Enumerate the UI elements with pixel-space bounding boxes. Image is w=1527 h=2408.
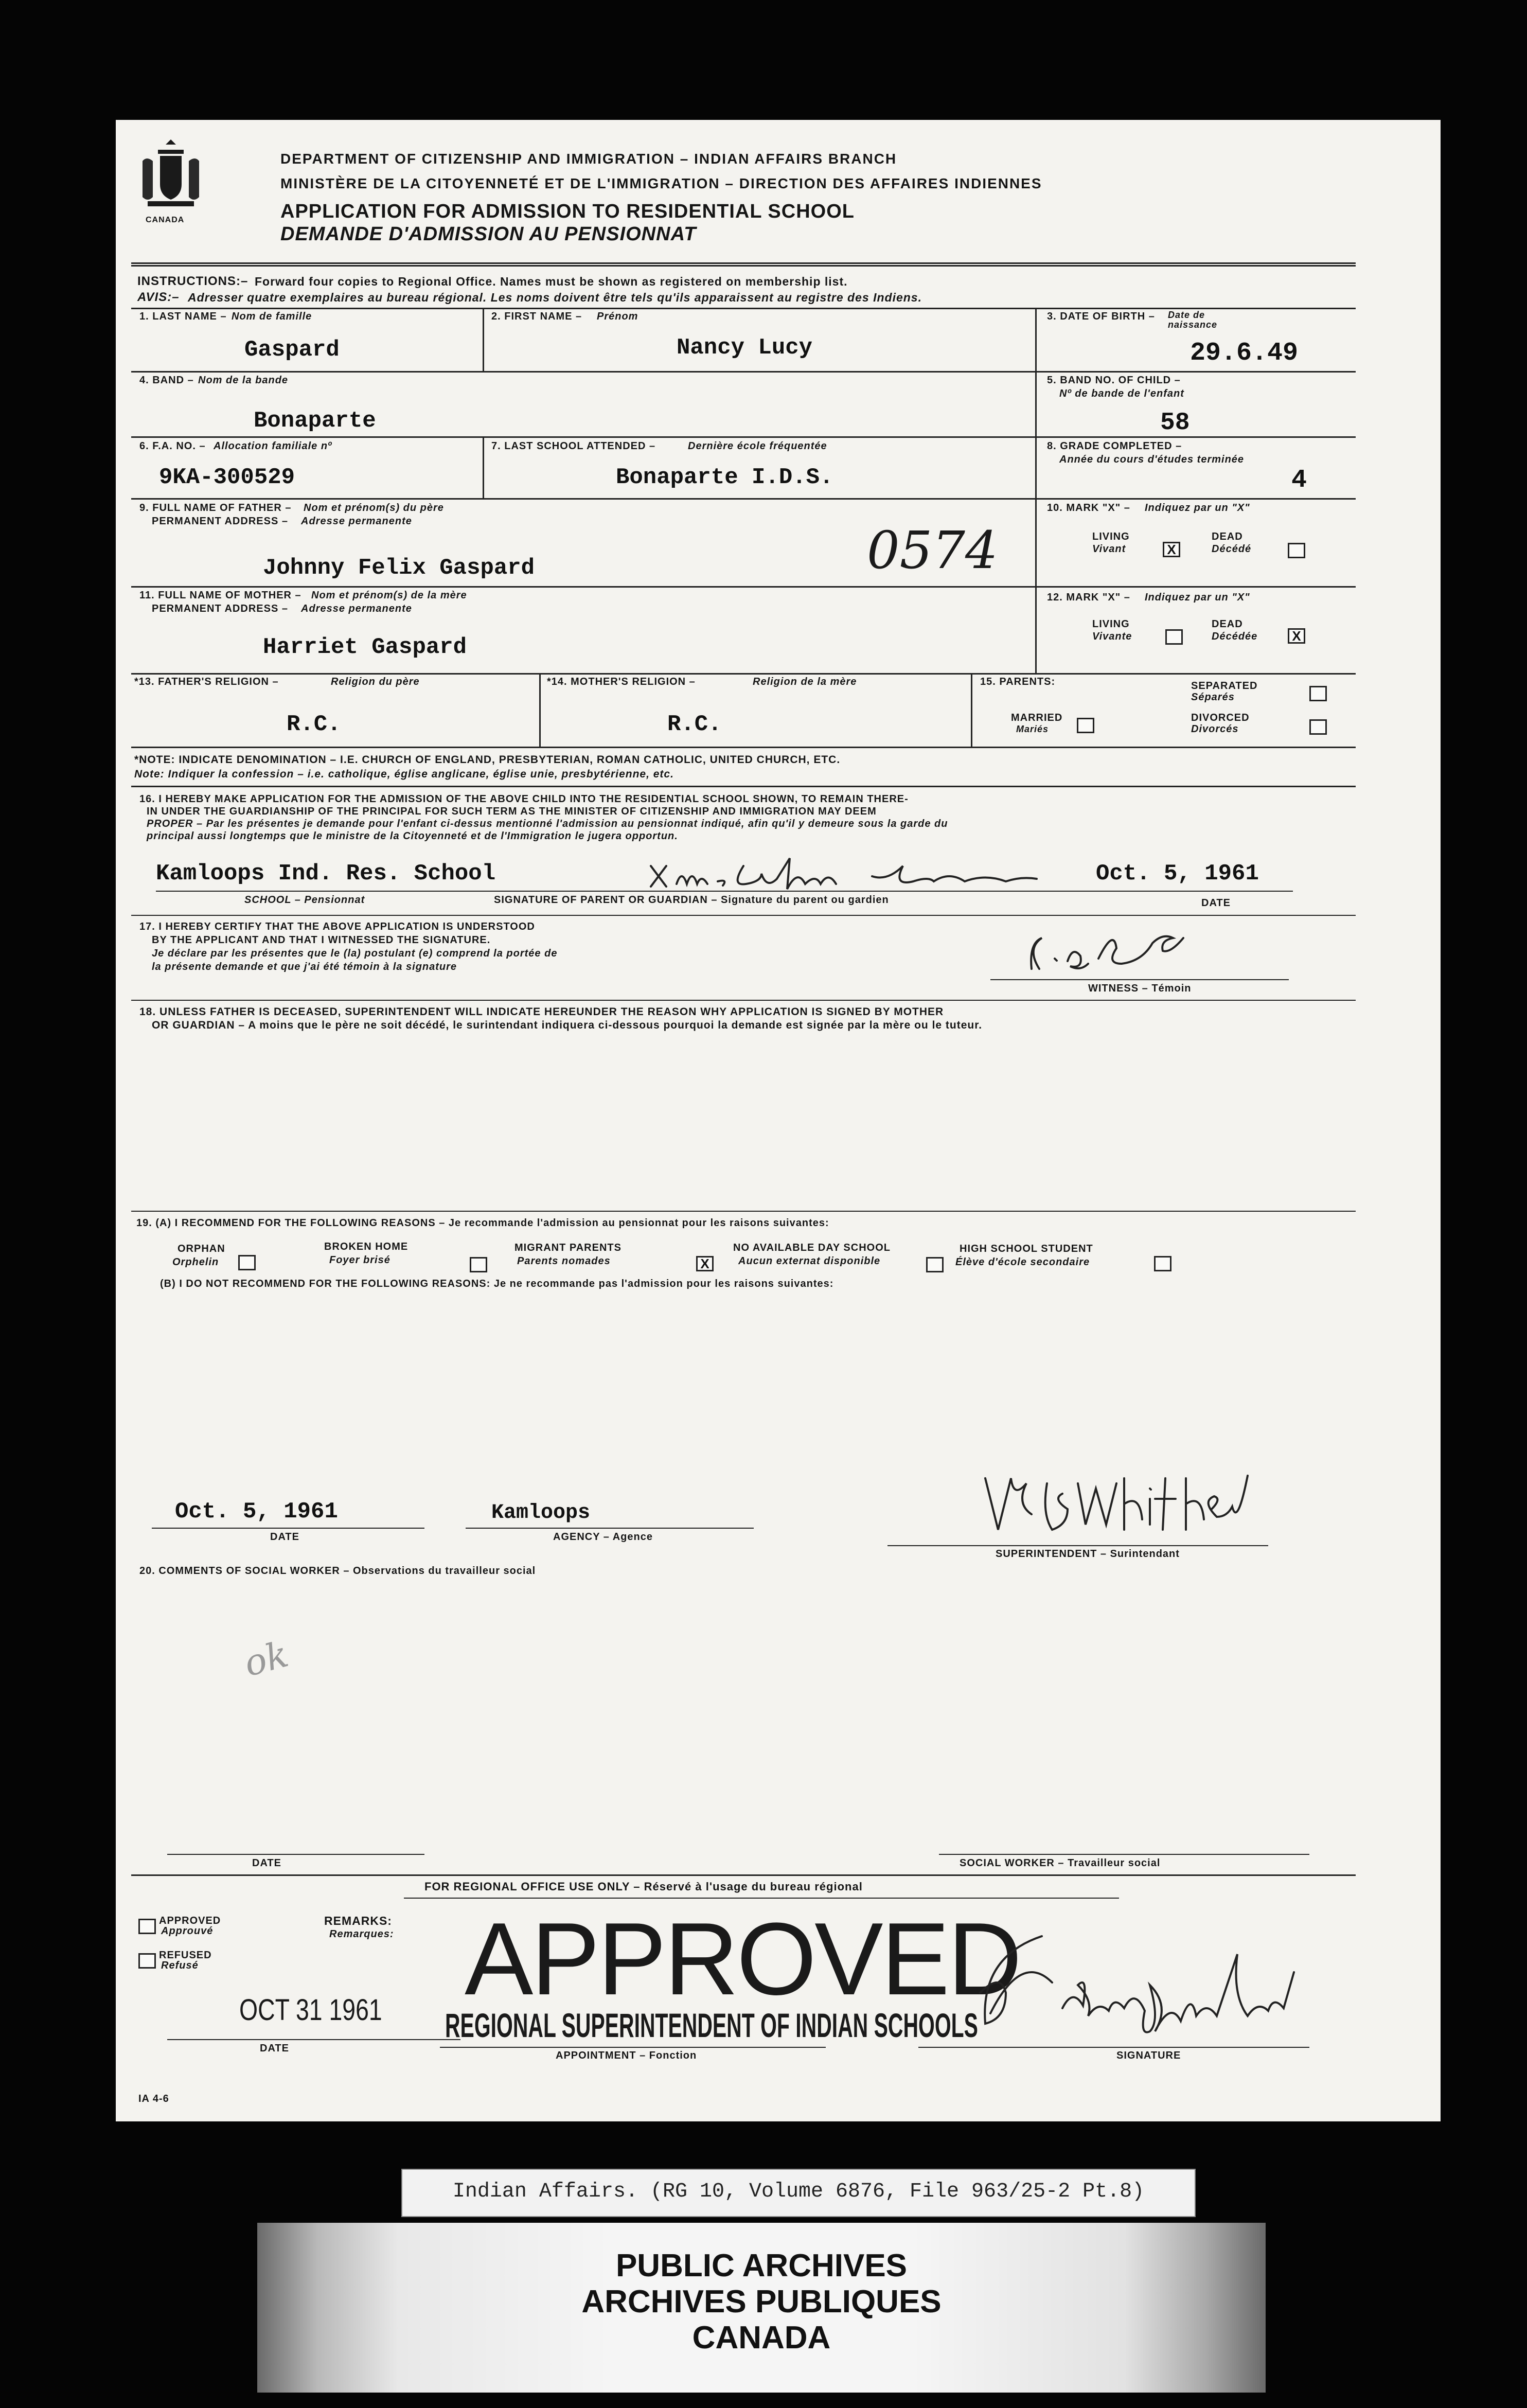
last-school-label: 7. LAST SCHOOL ATTENDED – [491, 440, 656, 452]
remarks-label-fr: Remarques: [329, 1928, 394, 1940]
father-religion-label-fr: Religion du père [331, 676, 420, 687]
coat-of-arms-icon [137, 135, 204, 213]
band-label: 4. BAND – [139, 375, 194, 386]
section18-line1: 18. UNLESS FATHER IS DECEASED, SUPERINTENDENT WILL INDICATE HEREUNDER THE REASON WHY APPLICATION IS SIGNED BY MOTHER [139, 1006, 944, 1018]
high-school-label: HIGH SCHOOL STUDENT [960, 1243, 1093, 1254]
first-name-label-fr: Prénom [597, 311, 638, 322]
refused-label-fr: Refusé [161, 1960, 199, 1971]
father-religion-value: R.C. [287, 712, 341, 737]
avis-text: Adresser quatre exemplaires au bureau régional. Les noms doivent être tels qu'ils apparaissent au registre des Indiens. [188, 291, 922, 304]
father-address-label: PERMANENT ADDRESS – [152, 516, 288, 527]
divorced-checkbox[interactable] [1309, 719, 1327, 735]
school-label: SCHOOL – Pensionnat [244, 894, 365, 906]
father-dead-label-fr: Décédé [1212, 543, 1252, 555]
last-name-label: 1. LAST NAME – [139, 311, 227, 322]
approved-label: APPROVED [159, 1915, 221, 1926]
mother-mark-label-fr: Indiquez par un "X" [1145, 592, 1250, 603]
orphan-label: ORPHAN [177, 1243, 225, 1254]
band-label-fr: Nom de la bande [198, 375, 289, 386]
application-date-label: DATE [1201, 897, 1231, 909]
mother-address-label-fr: Adresse permanente [301, 603, 412, 614]
mother-dead-checkbox[interactable]: X [1288, 628, 1305, 644]
denomination-note-fr: Note: Indiquer la confession – i.e. catholique, église anglicane, église unie, presbytérienne, etc. [134, 768, 674, 780]
fa-number-label: 6. F.A. NO. – [139, 440, 206, 452]
recommendation-date-label: DATE [270, 1531, 299, 1543]
parents-label: 15. PARENTS: [980, 676, 1056, 687]
mother-living-label: LIVING [1092, 618, 1130, 630]
father-living-label-fr: Vivant [1092, 543, 1126, 555]
section17-line2: BY THE APPLICANT AND THAT I WITNESSED THE SIGNATURE. [152, 934, 491, 946]
separated-label-fr: Séparés [1191, 692, 1235, 703]
no-day-school-label-fr: Aucun externat disponible [738, 1255, 881, 1267]
band-number-label: 5. BAND NO. OF CHILD – [1047, 375, 1181, 386]
section16-line3: PROPER – Par les présentes je demande pour l'enfant ci-dessus mentionné l'admission au pensionnat indiqué, afin qu'il y demeure sous la garde du [147, 818, 948, 829]
broken-home-checkbox[interactable] [470, 1257, 487, 1272]
instructions-text: Forward four copies to Regional Office. Names must be shown as registered on membership list. [255, 275, 848, 288]
high-school-label-fr: Élève d'école secondaire [955, 1256, 1090, 1268]
mother-religion-value: R.C. [667, 712, 722, 737]
no-day-school-checkbox[interactable] [926, 1257, 944, 1272]
date-of-birth-value: 29.6.49 [1190, 339, 1299, 368]
orphan-checkbox[interactable] [238, 1255, 256, 1270]
last-school-value: Bonaparte I.D.S. [616, 465, 833, 490]
date-of-birth-label: 3. DATE OF BIRTH – [1047, 311, 1155, 322]
divorced-label-fr: Divorcés [1191, 723, 1239, 735]
social-worker-date-label: DATE [252, 1857, 281, 1869]
married-label: MARRIED [1011, 712, 1063, 723]
approval-date-label: DATE [260, 2043, 289, 2054]
refused-label: REFUSED [159, 1950, 212, 1961]
school-value: Kamloops Ind. Res. School [156, 861, 496, 887]
social-worker-comments-label: 20. COMMENTS OF SOCIAL WORKER – Observations du travailleur social [139, 1565, 536, 1577]
form-title-english: APPLICATION FOR ADMISSION TO RESIDENTIAL SCHOOL [280, 201, 855, 222]
married-checkbox[interactable] [1077, 718, 1094, 733]
application-date-value: Oct. 5, 1961 [1096, 861, 1259, 887]
no-day-school-label: NO AVAILABLE DAY SCHOOL [733, 1242, 891, 1253]
married-label-fr: Mariés [1016, 724, 1049, 734]
father-living-checkbox[interactable]: X [1163, 542, 1180, 557]
first-name-value: Nancy Lucy [677, 335, 813, 361]
avis-label: AVIS:– [137, 290, 180, 304]
mother-address-label: PERMANENT ADDRESS – [152, 603, 288, 614]
high-school-checkbox[interactable] [1154, 1256, 1171, 1271]
separated-checkbox[interactable] [1309, 686, 1327, 701]
archive-reference-label [401, 2169, 1196, 2217]
appointment-stamp: REGIONAL SUPERINTENDENT OF INDIAN SCHOOLS [445, 2006, 978, 2044]
archives-line-3: CANADA [692, 2320, 831, 2356]
superintendent-label: SUPERINTENDENT – Surintendant [996, 1548, 1180, 1560]
mother-religion-label: *14. MOTHER'S RELIGION – [547, 676, 696, 687]
last-name-value: Gaspard [244, 337, 340, 363]
band-number-value: 58 [1160, 409, 1190, 437]
father-mark-label: 10. MARK "X" – [1047, 502, 1130, 514]
mother-name-label: 11. FULL NAME OF MOTHER – [139, 590, 301, 601]
band-number-label-fr: Nº de bande de l'enfant [1059, 388, 1184, 399]
father-mark-label-fr: Indiquez par un "X" [1145, 502, 1250, 514]
file-number-handwritten: 0574 [867, 520, 998, 580]
broken-home-label: BROKEN HOME [324, 1241, 409, 1252]
band-value: Bonaparte [254, 408, 376, 434]
approved-label-fr: Approuvé [161, 1925, 214, 1937]
father-living-label: LIVING [1092, 531, 1130, 542]
father-dead-label: DEAD [1212, 531, 1243, 542]
grade-completed-label-fr: Année du cours d'études terminée [1059, 454, 1245, 465]
mother-religion-label-fr: Religion de la mère [753, 676, 857, 687]
grade-completed-value: 4 [1291, 466, 1307, 495]
father-dead-checkbox[interactable] [1288, 543, 1305, 558]
separated-label: SEPARATED [1191, 680, 1258, 692]
approved-stamp: APPROVED [465, 1902, 1020, 2016]
application-form-page [116, 120, 1441, 2121]
archives-line-2: ARCHIVES PUBLIQUES [581, 2284, 942, 2320]
grade-completed-label: 8. GRADE COMPLETED – [1047, 440, 1182, 452]
section16-line1: 16. I HEREBY MAKE APPLICATION FOR THE ADMISSION OF THE ABOVE CHILD INTO THE RESIDENTIAL SCHOOL SHOWN, TO REMAIN THERE- [139, 793, 909, 805]
witness-signature [1011, 923, 1217, 979]
remarks-label: REMARKS: [324, 1914, 392, 1927]
form-number: IA 4-6 [138, 2093, 169, 2104]
section16-line2: IN UNDER THE GUARDIANSHIP OF THE PRINCIPAL FOR SUCH TERM AS THE MINISTER OF CITIZENSHIP AND IMMIGRATION MAY DEEM [147, 806, 877, 817]
superintendent-signature [970, 1468, 1258, 1540]
father-name-label: 9. FULL NAME OF FATHER – [139, 502, 292, 514]
mother-dead-label: DEAD [1212, 618, 1243, 630]
mother-mark-label: 12. MARK "X" – [1047, 592, 1130, 603]
last-school-label-fr: Dernière école fréquentée [688, 440, 827, 452]
section17-line1: 17. I HEREBY CERTIFY THAT THE ABOVE APPLICATION IS UNDERSTOOD [139, 921, 535, 932]
broken-home-label-fr: Foyer brisé [329, 1254, 390, 1266]
agency-value: Kamloops [491, 1501, 591, 1525]
section19b-line: (B) I DO NOT RECOMMEND FOR THE FOLLOWING REASONS: Je ne recommande pas l'admission pour les raisons suivantes: [160, 1278, 834, 1289]
regional-office-heading: FOR REGIONAL OFFICE USE ONLY – Réservé à l'usage du bureau régional [424, 1880, 863, 1893]
last-name-label-fr: Nom de famille [232, 311, 312, 322]
mother-dead-label-fr: Décédée [1212, 631, 1258, 642]
refused-checkbox[interactable] [138, 1953, 156, 1969]
first-name-label: 2. FIRST NAME – [491, 311, 582, 322]
mother-living-label-fr: Vivante [1092, 631, 1132, 642]
signature-label: SIGNATURE [1116, 2050, 1181, 2061]
witness-label: WITNESS – Témoin [1088, 983, 1192, 994]
mother-name-value: Harriet Gaspard [263, 634, 467, 660]
divorced-label: DIVORCED [1191, 712, 1250, 723]
approval-date-stamp: OCT 31 1961 [239, 1993, 382, 2027]
father-address-label-fr: Adresse permanente [301, 516, 412, 527]
denomination-note: *NOTE: INDICATE DENOMINATION – I.E. CHURCH OF ENGLAND, PRESBYTERIAN, ROMAN CATHOLIC, UNITED CHURCH, ETC. [134, 754, 841, 766]
social-worker-label: SOCIAL WORKER – Travailleur social [960, 1857, 1161, 1869]
section16-line4: principal aussi longtemps que le ministre de la Citoyenneté et de l'Immigration le jugera opportun. [147, 830, 678, 842]
father-name-label-fr: Nom et prénom(s) du père [304, 502, 444, 514]
instructions-label: INSTRUCTIONS:– [137, 274, 248, 288]
migrant-parents-label-fr: Parents nomades [517, 1255, 611, 1267]
agency-label: AGENCY – Agence [553, 1531, 653, 1543]
section18-line2: OR GUARDIAN – A moins que le père ne soit décédé, le surintendant indiquera ci-dessous pourquoi la demande est signée par la mère ou le tuteur. [152, 1019, 983, 1031]
regional-superintendent-signature [970, 1905, 1371, 2049]
date-of-birth-label-fr: Date de naissance [1168, 310, 1218, 330]
mother-name-label-fr: Nom et prénom(s) de la mère [311, 590, 467, 601]
migrant-parents-checkbox[interactable]: X [696, 1256, 714, 1271]
father-name-value: Johnny Felix Gaspard [263, 555, 535, 581]
archives-line-1: PUBLIC ARCHIVES [615, 2248, 908, 2283]
margin-note-handwritten: ok [239, 1633, 293, 1685]
migrant-parents-label: MIGRANT PARENTS [514, 1242, 622, 1253]
fa-number-value: 9KA-300529 [159, 465, 295, 490]
archive-reference-text: Indian Affairs. (RG 10, Volume 6876, File 963/25-2 Pt.8) [452, 2180, 1145, 2203]
fa-number-label-fr: Allocation familiale nº [214, 440, 332, 452]
mother-living-checkbox[interactable] [1165, 629, 1183, 645]
appointment-label: APPOINTMENT – Fonction [556, 2050, 697, 2061]
section17-line3: Je déclare par les présentes que le (la) postulant (e) comprend la portée de [152, 948, 558, 959]
country-label: CANADA [146, 216, 185, 224]
recommendation-date-value: Oct. 5, 1961 [175, 1499, 338, 1525]
public-archives-stamp [257, 2223, 1266, 2393]
section17-line4: la présente demande et que j'ai été témoin à la signature [152, 961, 457, 972]
father-religion-label: *13. FATHER'S RELIGION – [134, 676, 279, 687]
department-french: MINISTÈRE DE LA CITOYENNETÉ ET DE L'IMMIGRATION – DIRECTION DES AFFAIRES INDIENNES [280, 175, 1042, 191]
parent-signature-label: SIGNATURE OF PARENT OR GUARDIAN – Signature du parent ou gardien [494, 894, 889, 906]
approved-checkbox[interactable] [138, 1919, 156, 1934]
department-english: DEPARTMENT OF CITIZENSHIP AND IMMIGRATION – INDIAN AFFAIRS BRANCH [280, 151, 897, 167]
section19a-line: 19. (A) I RECOMMEND FOR THE FOLLOWING REASONS – Je recommande l'admission au pensionnat pour les raisons suivantes: [136, 1217, 829, 1229]
orphan-label-fr: Orphelin [172, 1256, 219, 1268]
form-title-french: DEMANDE D'ADMISSION AU PENSIONNAT [280, 223, 697, 245]
